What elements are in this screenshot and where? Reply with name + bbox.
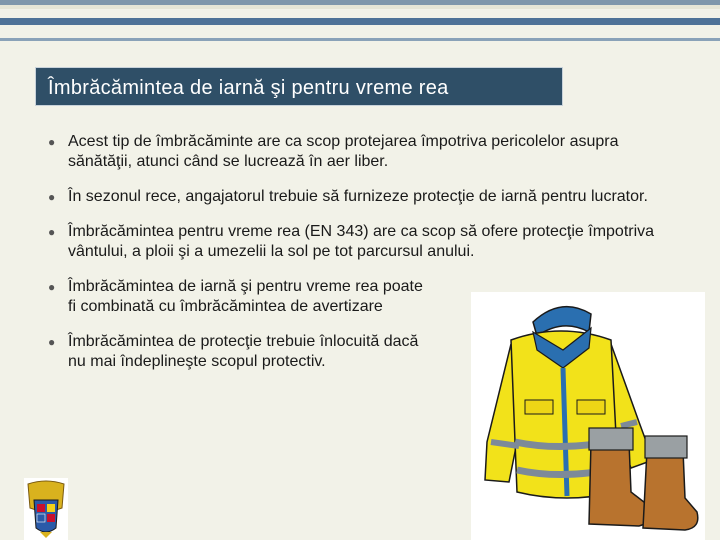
slide-title: Îmbrăcămintea de iarnă şi pentru vreme rea [48,77,449,99]
bullet-text: În sezonul rece, angajatorul trebuie să furnizeze protecţie de iarnă pentru lucrator. [68,188,648,205]
bullet-dot-icon: ● [48,335,56,349]
bullet-dot-icon: ● [48,135,56,149]
header-rule-thick [0,18,720,25]
jacket-boots-icon [471,292,705,540]
bullet-item [48,332,428,372]
emblem-icon [24,478,68,540]
top-band-light [0,5,720,9]
header-rule-thin [0,38,720,41]
bullet-item [48,132,668,172]
bullet-text: Îmbrăcămintea de iarnă şi pentru vreme rea poate fi combinată cu îmbrăcămintea de avertizare [68,278,423,315]
bullet-text: Acest tip de îmbrăcăminte are ca scop protejarea împotriva pericolelor asupra sănătăţii, atunci când se lucrează în aer liber. [68,133,619,170]
bullet-dot-icon: ● [48,225,56,239]
bullet-text: Îmbrăcămintea de protecţie trebuie înlocuită dacă nu mai îndeplineşte scopul protectiv. [68,333,419,370]
bullet-text: Îmbrăcămintea pentru vreme rea (EN 343) are ca scop să ofere protecţie împotriva vântului, a ploii şi a umezelii la sol pe tot parcursul anului. [68,223,655,260]
bullet-item [48,222,668,262]
bullet-dot-icon: ● [48,190,56,204]
winter-jacket-illustration [471,292,705,540]
bullet-dot-icon: ● [48,280,56,294]
bullet-item [48,187,668,207]
bullet-item [48,277,428,317]
coat-of-arms-emblem [24,478,68,540]
